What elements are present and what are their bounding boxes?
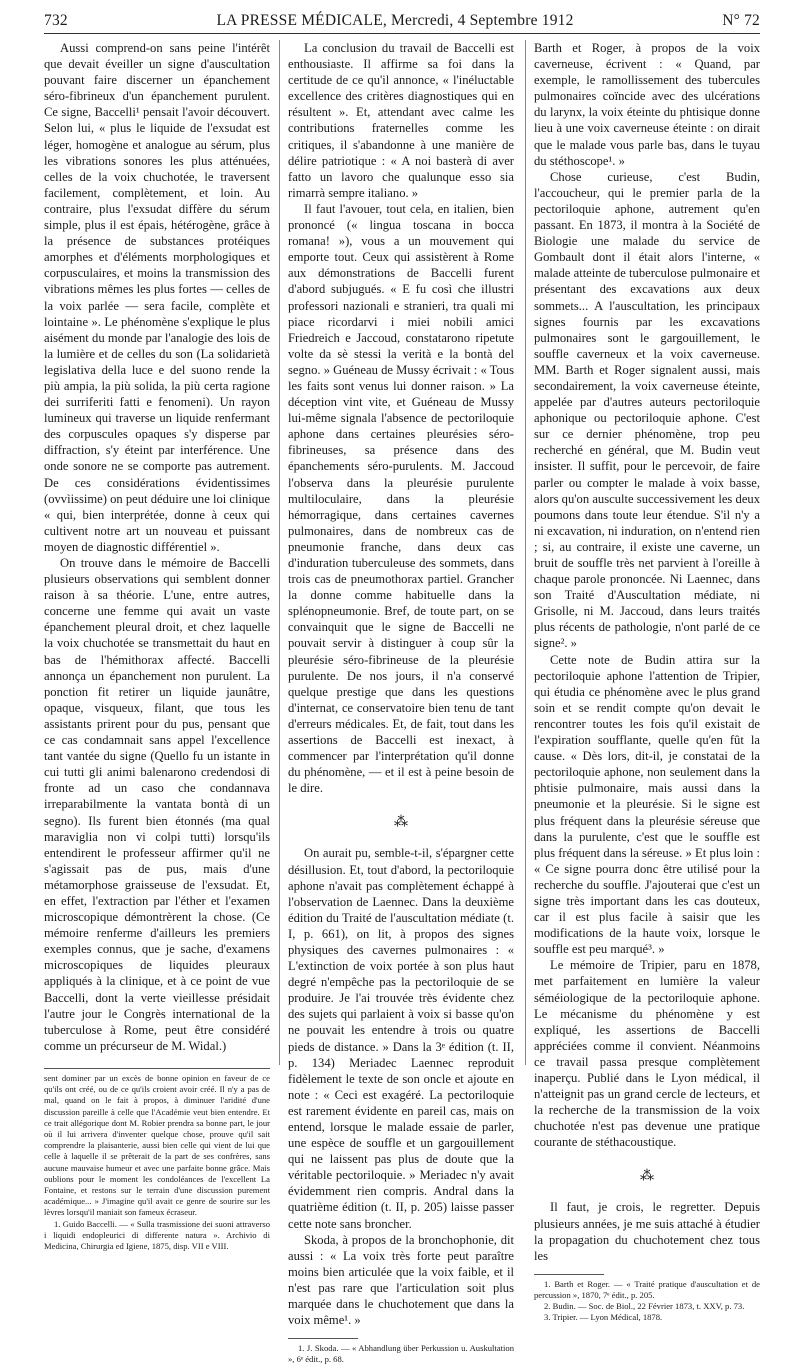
section-separator: ⁂ — [640, 1169, 654, 1185]
section-separator: ⁂ — [394, 815, 408, 831]
header-rule — [44, 33, 760, 34]
column-divider — [279, 40, 280, 1065]
journal-title: LA PRESSE MÉDICALE, Mercredi, 4 Septembre 1912 — [216, 12, 574, 29]
paragraph: Chose curieuse, c'est Budin, l'accoucheur, qui le premier parla de la pectoriloquie aphone, autrement qu'en passant. En 1873, il montra à la Société de Biologie une malade du service de Gombault dont il était alors l'interne, « malade atteinte de tuberculose pulmonaire et présentant des excavations aux deux sommets... A l'auscultation, les principaux signes fournis par les excavations pulmonaires sont le gargouillement, le souffle caverneux et la voix caverneuse. MM. Barth et Roger signalent aussi, mais secondairement, la voix caverneuse éteinte, appelée par d'autres auteurs pectoriloquie aphonique ou pectoriloquie aphone. C'est sur ce dernier phénomène, trop peu recherché en général, que M. Budin veut insister. Il suffit, pour le percevoir, de faire parler ou compter le malade à voix basse, alors qu'on ausculte successivement les deux poumons dans toute leur étendue. S'il n'y a ni excavation, ni induration, on n'entend rien ; si, au contraire, il existe une caverne, un bruit de souffle très net parvient à l'oreille à chaque parole prononcée. Ni Laennec, dans son Traité d'Auscultation médiate, ni Grisolle, ni M. Jaccoud, dans leurs traités plus récents de pathologie, n'ont parlé de ce signe². » — [534, 169, 760, 651]
paragraph: Il faut, je crois, le regretter. Depuis plusieurs années, je me suis attaché à étudier la propagation du chuchotement chez tous les — [534, 1200, 760, 1263]
footnotes — [534, 1274, 760, 1324]
paragraph: Skoda, à propos de la bronchophonie, dit aussi : « La voix très forte peut paraître moins bien articulée que la voix faible, et il n'est pas rare que l'articulation soit plus marquée dans le chuchotement que dans la voix même¹. » — [288, 1232, 514, 1328]
column-divider — [525, 40, 526, 1065]
footnote: 3. Tripier. — Lyon Médical, 1878. — [544, 1312, 663, 1323]
paragraph: Barth et Roger, à propos de la voix caverneuse, écrivent : « Quand, par exemple, le ramollissement des tubercules pulmonaires coïncide avec des ulcérations du larynx, la voix éteinte du phtisique donne lieu à une voix caverneuse éteinte : on dirait que le malade vous parle bas, dans le tuyau du stéthoscope¹. » — [534, 41, 760, 168]
footnote: sent dominer par un excès de bonne opinion en faveur de ce qu'ils ont créé, ou de ce qu'ils croient avoir créé. Il n'y a pas de mal, quand on le fait à propos, à diminuer l'aridité d'une discussion pareille à celle que l'Académie veut bien entendre. Et ce trait allégorique dont M. Robier prendra sa bonne part, le jour où il lui arrivera d'inventer quelque chose, prouve qu'il sait comprendre la plaisanterie, aussi bien celle qui vient de lui que celle à laquelle il se prêterait de la part de ses confrères, sans aucune mauvaise humeur et avec une parfaite bonne grâce. Mais oublions pour le moment les condoléances de l'excellent La Fontaine, et restons sur le terrain d'une discussion purement académique... » J'imagine qu'il avait ce genre de sourire sur les lèvres lorsqu'il maniait son fameux écraseur. — [44, 1072, 270, 1218]
paragraph: Cette note de Budin attira sur la pectoriloquie aphone l'attention de Tripier, qui étudia ce phénomène avec le plus grand soin et se rendit compte qu'on devait le rencontrer toutes les fois qu'il existait de l'expiration soufflante, quelle qu'en fût la cause. « Dès lors, dit-il, je constatai de la pectoriloquie aphone, non seulement dans la phtisie pulmonaire, mais aussi dans la pneumonie et la pleurésie. Si le signe est plus fréquent dans la pleurésie séreuse que dans la purulente, c'est que le souffle est plus fréquent dans la séreuse. » Et plus loin : « Ce signe pourra donc être utilisé pour la recherche du souffle. J'ajouterai que c'est un signe très important dans les cas douteux, car il est plus facile à saisir que les modifications de la haute voix, lorsque le souffle est peu marqué³. » — [534, 652, 760, 957]
paragraph: La conclusion du travail de Baccelli est enthousiaste. Il affirme sa foi dans la certitude de ce qu'il annonce, « l'inéluctable excellence des critères diagnostiques qui en résultent ». Et, attendant avec calme les contributions fraternelles comme les critiques, il s'abandonne à une manière de délire patriotique : « A noi basterà di aver fatto un lavoro che qualunque esso sia rimarrà sempre italiano. » — [288, 41, 514, 200]
paragraph: On aurait pu, semble-t-il, s'épargner cette désillusion. Et, tout d'abord, la pectoriloquie aphone n'avait pas complètement échappé à l'observation de Laennec. Dans la deuxième édition du Traité de l'auscultation médiate (t. I, p. 661), on lit, à propos des signes physiques des cavernes pulmonaires : « L'extinction de voix portée à son plus haut degré n'empêche pas la pectoriloquie de se produire. Je l'ai trouvée très évidente chez des sujets qui parlaient à voix si basse qu'on ne pouvait les entendre à trois ou quatre pieds de distance. » Dans la 3ᵉ édition (t. II, p. 134) Meriadec Laennec reproduit fidèlement le texte de son oncle et ajoute en note : « Ceci est exagéré. La pectoriloquie est rarement évidente en pareil cas, mais on entend, lorsque le malade essaie de parler, une espèce de souffle et un gargouillement qui ne laissent pas plus de doute que la véritable pectoriloquie. » Meriadec n'y avait évidemment rien compris. Andral dans la quatrième édition (t. II, p. 205) laisse passer cette note sans broncher. — [288, 846, 514, 1231]
footnote: 1. Guido Baccelli. — « Sulla trasmissione dei suoni attraverso i liquidi endopleurici di differente natura ». Archivio di Medicina, Chirurgia ed Igiene, 1875, disp. VII e VIII. — [44, 1218, 270, 1251]
footnote: 1. J. Skoda. — « Abhandlung über Perkussion u. Auskultation », 6ᵉ édit., p. 68. — [288, 1343, 514, 1365]
paragraph: Il faut l'avouer, tout cela, en italien, bien prononcé (« lingua toscana in bocca romana! »), vous a un mouvement qui emporte tout. Ceux qui assistèrent à Rome aux démonstrations de Baccelli furent d'abord subjugués. « E fu così che illustri professori nazionali e stranieri, tra quali mi piace ricordarvi i miei nobili amici Friedreich e Jaccoud, constatarono ripetute volte da sè stessi la verità e la bontà del segno. » Guéneau de Mussy écrivait : « Tous les faits sont venus lui donner raison. » La déception vint vite, et Guéneau de Mussy lui-même signala l'absence de pectoriloquie aphone dans certaines pleurésies séro-fibrineuses, sa présence dans des épanchements séro-purulents. M. Jaccoud l'observa dans la pleurésie purulente multiloculaire, dans la pleurésie hémorragique, dans certaines cavernes pulmonaires, dans de nombreux cas de pneumonie franche, dans deux cas d'induration tuberculeuse des sommets, dans trois cas de pneumothorax partiel. Grancher la donne comme habituelle dans la splénopneumonie. Bref, de toute part, on se convainquit que le signe de Baccelli ne pouvait servir à distinguer à coup sûr la pleurésie séro-fibrineuse de la pleurésie purulente. De nos jours, il n'a conservé quelque prestige que dans les questions d'internat, ce conservatoire bien tenu de tant d'erreurs médicales. Et, de fait, tout dans les assertions de Baccelli est inexact, à commencer par l'interprétation qu'il donne du phénomène, — et il est à peine besoin de le dire. — [288, 201, 514, 796]
page-number: 732 — [44, 12, 68, 29]
footnote-rule — [288, 1338, 358, 1339]
footnotes — [44, 1068, 270, 1252]
footnote-rule — [534, 1274, 604, 1275]
column-1 — [44, 40, 270, 1252]
footnote: 2. Budin. — Soc. de Biol., 22 Février 1873, t. XXV, p. 73. — [544, 1301, 745, 1312]
paragraph: On trouve dans le mémoire de Baccelli plusieurs observations qui semblent donner raison à sa théorie. L'une, entre autres, concerne une femme qui avait un vaste épanchement pleural droit, et chez laquelle la voix chuchotée se transmettait du haut en bas de l'hémithorax affecté. Baccelli annonça un épanchement non purulent. La ponction fit retirer un liquide jaunâtre, opaque, visqueux, filant, que tous les assistants prirent pour du pus, pensant que ce cas condamnait sans appel l'excellence tant vantée du signe (Quello fu un istante in cui tutti gli animi balenarono credendosi di fronte ad un caso che condannava irreparabilmente la vantata bontà di un segno). Ils furent bien étonnés (ma qual maraviglia non vi colpi tutti) lorsqu'ils entendirent le professeur affirmer qu'il ne s'agissait pas de pus, mais d'une métamorphose graisseuse de l'exsudat. Et, en effet, l'extraction par l'éther et l'examen microscopique démontrèrent la chose. (Ce mémoire renferme d'ailleurs les premiers exemples connus, que je sache, d'examens microscopiques de liquides pleuraux appliqués à la clinique, et à ce point de vue Baccelli, dont la verte vieillesse présidait l'autre jour le Congrès international de la tuberculose à Rome, peut être considéré comme un précurseur de M. Widal.) — [44, 556, 270, 1053]
paragraph: Aussi comprend-on sans peine l'intérêt que devait éveiller un signe d'auscultation pouvant faire discerner un épanchement séro-fibrineux d'un épanchement purulent. Ce signe, Baccelli¹ pensait l'avoir découvert. Selon lui, « plus le liquide de l'exsudat est léger, homogène et analogue au sérum, plus les vibrations sonores les plus atténuées, celles de la voix chuchotée, le traversent facilement, complètement, et loin. Au contraire, plus l'exsudat diffère du sérum simple, plus il est épais, hétérogène, grâce à la présence de substances protéiques amorphes et d'éléments morphologiques et corpusculaires, et moins la transmission des vibrations mêmes les plus fortes — celles de la voix parlée — sera facile, complète et lointaine ». Le phénomène s'explique le plus aisément du monde par l'analogie des lois de la lumière et de celles du son (La solidarietà legislativa della luce e del suono rende la più ampia, la più solida, la più certa ragione dei surriferiti fatti e fenomeni). Un rayon lumineux qui traverse un liquide renfermant des corpuscules opaques s'y disperse par diffraction, s'y éteint par interférence. Une onde sonore ne se comporte pas autrement. De ces considérations évidentissimes (ovvìissime) on peut déduire une loi clinique « qui, bien interprétée, donne à ceux qui cultivent notre art un nouveau et puissant moyen de diagnostic différentiel ». — [44, 41, 270, 554]
column-2 — [288, 40, 514, 1366]
footnote: 1. Barth et Roger. — « Traité pratique d'auscultation et de percussion », 1870, 7ᵉ édit., p. 205. — [534, 1278, 760, 1301]
issue-number: N° 72 — [722, 12, 760, 29]
page-header — [44, 12, 760, 34]
footnotes — [288, 1338, 514, 1365]
paragraph: Le mémoire de Tripier, paru en 1878, met parfaitement en lumière la valeur séméiologique de la pectoriloquie aphone. Le mécanisme du phénomène y est expliqué, les assertions de Baccelli appréciées comme il convient. Néanmoins ce travail passa presque complètement inaperçu. Publié dans le Lyon médical, il n'atteignit pas un grand cercle de lecteurs, et la recherche de la transmission de la voix chuchotée n'est pas devenue une pratique courante de stéthacoustique. — [534, 958, 760, 1150]
column-3 — [534, 40, 760, 1324]
